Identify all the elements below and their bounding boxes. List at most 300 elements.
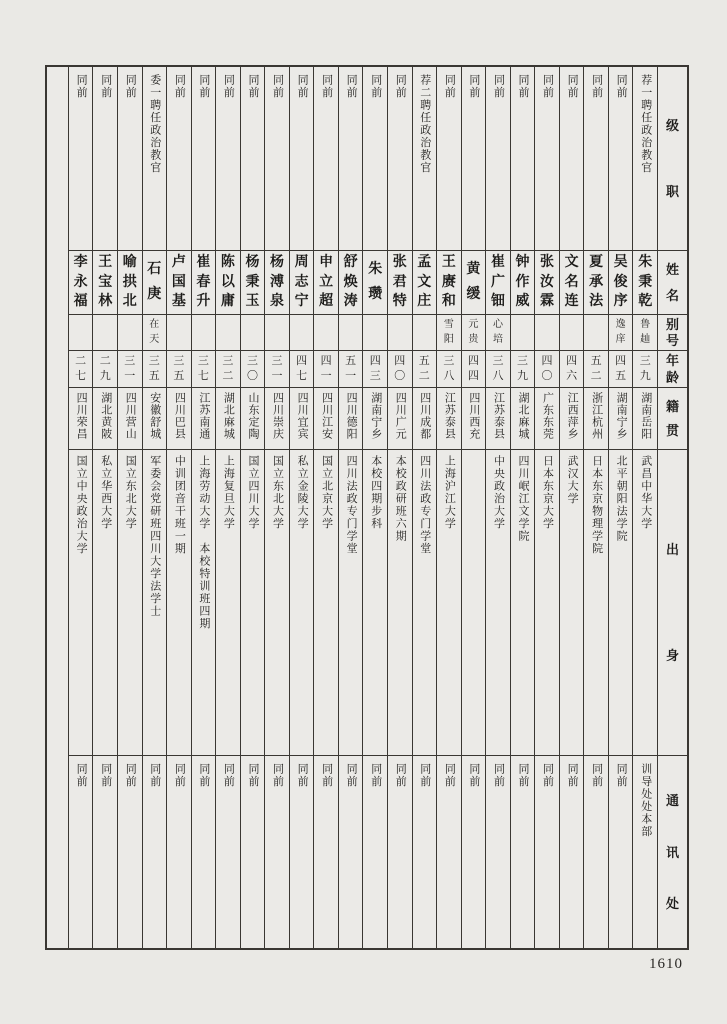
- age-value: 三 五: [173, 354, 185, 383]
- native-place-cell: [633, 387, 657, 449]
- native-place-value: 安徽舒城: [148, 392, 161, 440]
- native-place-cell: [413, 387, 437, 449]
- rank-value: 同前: [566, 74, 579, 99]
- rank-cell: [69, 67, 93, 250]
- alias-cell: [241, 314, 265, 350]
- native-place-value: 湖南宁乡: [369, 392, 382, 440]
- header-name-cell: [658, 250, 687, 314]
- background-cell: [93, 449, 117, 755]
- name-value: 李 永 福: [73, 255, 88, 309]
- alias-cell: [69, 314, 93, 350]
- address-cell: [413, 755, 437, 948]
- age-value: 四 三: [369, 354, 381, 383]
- alias-cell: [93, 314, 117, 350]
- alias-value: [118, 315, 142, 350]
- rank-cell: [290, 67, 314, 250]
- address-cell: [192, 755, 216, 948]
- address-value: 同前: [271, 763, 284, 788]
- native-place-cell: [314, 387, 338, 449]
- rank-cell: [192, 67, 216, 250]
- alias-cell: [265, 314, 289, 350]
- background-cell: [633, 449, 657, 755]
- age-value: 二 九: [99, 354, 111, 383]
- alias-cell: [339, 314, 363, 350]
- background-cell: [216, 449, 240, 755]
- name-value: 黄 缓: [466, 261, 481, 303]
- address-value: 同前: [75, 763, 88, 788]
- rank-cell: [609, 67, 633, 250]
- alias-value: [290, 315, 314, 350]
- person-column: [92, 67, 117, 948]
- person-column: [461, 67, 486, 948]
- native-place-cell: [609, 387, 633, 449]
- native-place-value: 湖南岳阳: [639, 392, 652, 440]
- age-value: 三 九: [516, 354, 528, 383]
- native-place-value: 四川营山: [124, 392, 137, 440]
- rank-value: 荐一聘任政治教官: [639, 74, 652, 174]
- name-value: 孟 文 庄: [417, 255, 432, 309]
- rank-cell: [388, 67, 412, 250]
- name-cell: [118, 250, 142, 314]
- age-value: 三 八: [443, 354, 455, 383]
- native-place-cell: [462, 387, 486, 449]
- age-cell: [216, 350, 240, 387]
- background-cell: [192, 449, 216, 755]
- address-value: 同前: [320, 763, 333, 788]
- native-place-value: 四川宜宾: [296, 392, 309, 440]
- name-cell: [413, 250, 437, 314]
- rank-value: 同前: [320, 74, 333, 99]
- name-value: 石 庚: [147, 261, 162, 303]
- person-column: [240, 67, 265, 948]
- name-cell: [290, 250, 314, 314]
- rank-value: 同前: [75, 74, 88, 99]
- native-place-value: 四川成都: [418, 392, 431, 440]
- address-value: 同前: [246, 763, 259, 788]
- alias-cell: [167, 314, 191, 350]
- address-cell: [363, 755, 387, 948]
- rank-value: 同前: [615, 74, 628, 99]
- native-place-value: 江苏泰县: [492, 392, 505, 440]
- address-cell: [216, 755, 240, 948]
- person-column: [142, 67, 167, 948]
- age-cell: [93, 350, 117, 387]
- person-column: [338, 67, 363, 948]
- age-value: 四 七: [296, 354, 308, 383]
- native-place-cell: [241, 387, 265, 449]
- address-value: 同前: [492, 763, 505, 788]
- background-value: 武汉大学: [566, 455, 579, 505]
- native-place-value: 湖北麻城: [516, 392, 529, 440]
- alias-cell: [486, 314, 510, 350]
- person-column: [313, 67, 338, 948]
- age-value: 五 一: [345, 354, 357, 383]
- background-cell: [388, 449, 412, 755]
- background-cell: [535, 449, 559, 755]
- name-value: 朱 瓒: [368, 261, 383, 303]
- address-cell: [339, 755, 363, 948]
- name-cell: [314, 250, 338, 314]
- age-cell: [118, 350, 142, 387]
- background-cell: [118, 449, 142, 755]
- address-cell: [93, 755, 117, 948]
- native-place-value: 湖南宁乡: [615, 392, 628, 440]
- header-address-cell: [658, 755, 687, 948]
- rank-cell: [118, 67, 142, 250]
- rank-cell: [437, 67, 461, 250]
- address-value: 同前: [197, 763, 210, 788]
- name-value: 喻 拱 北: [122, 255, 137, 309]
- native-place-value: 江西萍乡: [566, 392, 579, 440]
- native-place-cell: [535, 387, 559, 449]
- age-value: 五 二: [590, 354, 602, 383]
- person-column: [412, 67, 437, 948]
- native-place-cell: [167, 387, 191, 449]
- native-place-cell: [192, 387, 216, 449]
- header-background-cell: [658, 449, 687, 755]
- name-cell: [216, 250, 240, 314]
- age-value: 三 九: [639, 354, 651, 383]
- background-value: 国立东北大学: [124, 455, 137, 530]
- address-value: 同前: [590, 763, 603, 788]
- name-cell: [609, 250, 633, 314]
- header-age-label: 年 龄: [665, 353, 679, 385]
- header-alias-label: 别 号: [665, 317, 679, 348]
- header-rank-label: 级 职: [665, 118, 679, 199]
- address-value: 同前: [222, 763, 235, 788]
- rank-value: 同前: [173, 74, 186, 99]
- native-place-cell: [339, 387, 363, 449]
- age-cell: [167, 350, 191, 387]
- native-place-cell: [265, 387, 289, 449]
- name-cell: [69, 250, 93, 314]
- name-cell: [167, 250, 191, 314]
- alias-value: [69, 315, 93, 350]
- name-value: 钟 作 威: [515, 255, 530, 309]
- alias-value: [216, 315, 240, 350]
- rank-cell: [314, 67, 338, 250]
- rank-cell: [584, 67, 608, 250]
- address-cell: [69, 755, 93, 948]
- address-value: 同前: [394, 763, 407, 788]
- rank-cell: [265, 67, 289, 250]
- name-cell: [535, 250, 559, 314]
- native-place-cell: [511, 387, 535, 449]
- person-column: [485, 67, 510, 948]
- name-cell: [633, 250, 657, 314]
- alias-value: [413, 315, 437, 350]
- native-place-cell: [69, 387, 93, 449]
- alias-value: 雪 阳: [443, 319, 454, 345]
- background-value: 国立四川大学: [246, 455, 259, 530]
- native-place-cell: [290, 387, 314, 449]
- address-value: 同前: [541, 763, 554, 788]
- rank-cell: [93, 67, 117, 250]
- address-value: 同前: [516, 763, 529, 788]
- name-value: 张 汝 霖: [540, 255, 555, 309]
- age-cell: [69, 350, 93, 387]
- age-cell: [388, 350, 412, 387]
- name-cell: [437, 250, 461, 314]
- rank-cell: [462, 67, 486, 250]
- header-name-label: 姓 名: [665, 262, 679, 303]
- rank-value: 同前: [197, 74, 210, 99]
- person-column: [117, 67, 142, 948]
- name-cell: [388, 250, 412, 314]
- age-cell: [633, 350, 657, 387]
- age-cell: [609, 350, 633, 387]
- person-column: [215, 67, 240, 948]
- rank-cell: [241, 67, 265, 250]
- rank-cell: [535, 67, 559, 250]
- name-value: 崔 广 钿: [490, 255, 505, 309]
- background-value: 本校四期步科: [369, 455, 382, 530]
- background-value: 本校政研班六期: [394, 455, 407, 543]
- address-cell: [535, 755, 559, 948]
- age-cell: [241, 350, 265, 387]
- native-place-value: 江苏南通: [197, 392, 210, 440]
- alias-cell: [363, 314, 387, 350]
- native-place-value: 四川荣昌: [75, 392, 88, 440]
- name-cell: [192, 250, 216, 314]
- background-value: 国立中央政治大学: [75, 455, 88, 555]
- background-value: 上海复旦大学: [222, 455, 235, 530]
- alias-value: [314, 315, 338, 350]
- alias-cell: [535, 314, 559, 350]
- background-cell: [560, 449, 584, 755]
- background-value: 国立东北大学: [271, 455, 284, 530]
- name-value: 崔 春 升: [196, 255, 211, 309]
- age-value: 三 二: [222, 354, 234, 383]
- name-value: 吴 俊 序: [613, 255, 628, 309]
- address-value: 同前: [443, 763, 456, 788]
- name-cell: [363, 250, 387, 314]
- background-value: 四川岷江文学院: [516, 455, 529, 543]
- header-alias-cell: [658, 314, 687, 350]
- name-value: 杨 溥 泉: [270, 255, 285, 309]
- age-cell: [560, 350, 584, 387]
- header-rank-cell: [658, 67, 687, 250]
- person-column: [166, 67, 191, 948]
- alias-value: [535, 315, 559, 350]
- age-cell: [511, 350, 535, 387]
- person-column: [534, 67, 559, 948]
- alias-cell: [584, 314, 608, 350]
- name-value: 王 赓 和: [441, 255, 456, 309]
- background-value: 国立北京大学: [320, 455, 333, 530]
- rank-cell: [216, 67, 240, 250]
- background-value: 北平朝阳法学院: [615, 455, 628, 543]
- address-cell: [314, 755, 338, 948]
- background-cell: [511, 449, 535, 755]
- name-value: 王 宝 林: [98, 255, 113, 309]
- background-cell: [143, 449, 167, 755]
- person-column: [68, 67, 93, 948]
- name-value: 夏 承 法: [589, 255, 604, 309]
- background-cell: [290, 449, 314, 755]
- person-column: [608, 67, 633, 948]
- age-value: 三 〇: [246, 354, 258, 383]
- background-value: 中央政治大学: [492, 455, 505, 530]
- rank-value: 同前: [271, 74, 284, 99]
- alias-cell: [633, 314, 657, 350]
- alias-value: [388, 315, 412, 350]
- background-cell: [265, 449, 289, 755]
- name-value: 舒 焕 涛: [343, 255, 358, 309]
- alias-cell: [437, 314, 461, 350]
- rank-value: 同前: [246, 74, 259, 99]
- address-cell: [265, 755, 289, 948]
- name-cell: [462, 250, 486, 314]
- page-number: 1610: [649, 956, 683, 972]
- header-age-cell: [658, 350, 687, 387]
- native-place-cell: [216, 387, 240, 449]
- age-value: 四 六: [566, 354, 578, 383]
- address-cell: [511, 755, 535, 948]
- name-value: 杨 秉 玉: [245, 255, 260, 309]
- background-value: 四川法政专门学堂: [418, 455, 431, 555]
- address-value: 同前: [615, 763, 628, 788]
- rank-value: 同前: [99, 74, 112, 99]
- address-cell: [388, 755, 412, 948]
- person-column: [289, 67, 314, 948]
- address-cell: [609, 755, 633, 948]
- rank-cell: [167, 67, 191, 250]
- name-cell: [560, 250, 584, 314]
- address-value: 同前: [369, 763, 382, 788]
- native-place-value: 四川崇庆: [271, 392, 284, 440]
- age-cell: [339, 350, 363, 387]
- background-value: 武昌中华大学: [639, 455, 652, 530]
- person-column: [436, 67, 461, 948]
- age-cell: [535, 350, 559, 387]
- age-cell: [462, 350, 486, 387]
- rank-value: 同前: [369, 74, 382, 99]
- native-place-value: 浙江杭州: [590, 392, 603, 440]
- age-value: 三 八: [492, 354, 504, 383]
- native-place-cell: [118, 387, 142, 449]
- rank-value: 同前: [443, 74, 456, 99]
- name-value: 文 名 连: [564, 255, 579, 309]
- name-value: 申 立 超: [319, 255, 334, 309]
- age-cell: [265, 350, 289, 387]
- background-cell: [462, 449, 486, 755]
- background-value: 中训团音干班一期: [173, 455, 186, 555]
- age-cell: [584, 350, 608, 387]
- alias-cell: [560, 314, 584, 350]
- name-cell: [511, 250, 535, 314]
- address-cell: [437, 755, 461, 948]
- alias-value: 心 培: [492, 319, 503, 345]
- alias-value: [192, 315, 216, 350]
- age-cell: [437, 350, 461, 387]
- age-value: 三 五: [148, 354, 160, 383]
- alias-cell: [314, 314, 338, 350]
- background-value: 上海沪江大学: [443, 455, 456, 530]
- rank-value: 同前: [394, 74, 407, 99]
- person-column: [510, 67, 535, 948]
- address-cell: [633, 755, 657, 948]
- rank-cell: [413, 67, 437, 250]
- rank-value: 同前: [124, 74, 137, 99]
- native-place-cell: [560, 387, 584, 449]
- background-value: 私立华西大学: [99, 455, 112, 530]
- address-cell: [560, 755, 584, 948]
- address-value: 同前: [296, 763, 309, 788]
- rank-value: 同前: [541, 74, 554, 99]
- name-cell: [241, 250, 265, 314]
- person-column: [264, 67, 289, 948]
- address-cell: [290, 755, 314, 948]
- alias-cell: [290, 314, 314, 350]
- age-cell: [413, 350, 437, 387]
- native-place-cell: [363, 387, 387, 449]
- name-value: 陈 以 庸: [220, 255, 235, 309]
- alias-value: 在 天: [149, 319, 160, 345]
- age-value: 三 一: [124, 354, 136, 383]
- name-value: 卢 国 基: [171, 255, 186, 309]
- alias-cell: [388, 314, 412, 350]
- background-cell: [241, 449, 265, 755]
- native-place-value: 广东东莞: [541, 392, 554, 440]
- name-cell: [486, 250, 510, 314]
- background-value: 上海劳动大学 本校特训班四期: [197, 455, 210, 630]
- header-native-cell: [658, 387, 687, 449]
- rank-cell: [143, 67, 167, 250]
- rank-cell: [560, 67, 584, 250]
- person-column: [387, 67, 412, 948]
- native-place-value: 四川江安: [320, 392, 333, 440]
- alias-value: [93, 315, 117, 350]
- age-value: 二 七: [75, 354, 87, 383]
- native-place-value: 四川德阳: [345, 392, 358, 440]
- background-cell: [584, 449, 608, 755]
- address-value: 同前: [99, 763, 112, 788]
- alias-value: [241, 315, 265, 350]
- rank-value: 同前: [516, 74, 529, 99]
- address-cell: [143, 755, 167, 948]
- address-cell: [486, 755, 510, 948]
- native-place-value: 湖北黄陂: [99, 392, 112, 440]
- background-value: 四川法政专门学堂: [345, 455, 358, 555]
- background-cell: [363, 449, 387, 755]
- alias-cell: [216, 314, 240, 350]
- alias-cell: [413, 314, 437, 350]
- age-value: 四 五: [615, 354, 627, 383]
- rank-value: 同前: [492, 74, 505, 99]
- age-value: 四 〇: [394, 354, 406, 383]
- alias-value: [265, 315, 289, 350]
- rank-cell: [511, 67, 535, 250]
- rank-value: 荐二聘任政治教官: [418, 74, 431, 174]
- age-value: 四 一: [320, 354, 332, 383]
- age-cell: [363, 350, 387, 387]
- rank-cell: [363, 67, 387, 250]
- rank-value: 同前: [345, 74, 358, 99]
- header-column: [657, 67, 687, 948]
- rank-value: 同前: [296, 74, 309, 99]
- background-value: 日本东京物理学院: [590, 455, 603, 555]
- age-value: 三 一: [271, 354, 283, 383]
- age-value: 五 二: [418, 354, 430, 383]
- background-cell: [339, 449, 363, 755]
- age-cell: [143, 350, 167, 387]
- rank-cell: [633, 67, 657, 250]
- person-column: [632, 67, 657, 948]
- background-cell: [437, 449, 461, 755]
- alias-value: [511, 315, 535, 350]
- background-cell: [69, 449, 93, 755]
